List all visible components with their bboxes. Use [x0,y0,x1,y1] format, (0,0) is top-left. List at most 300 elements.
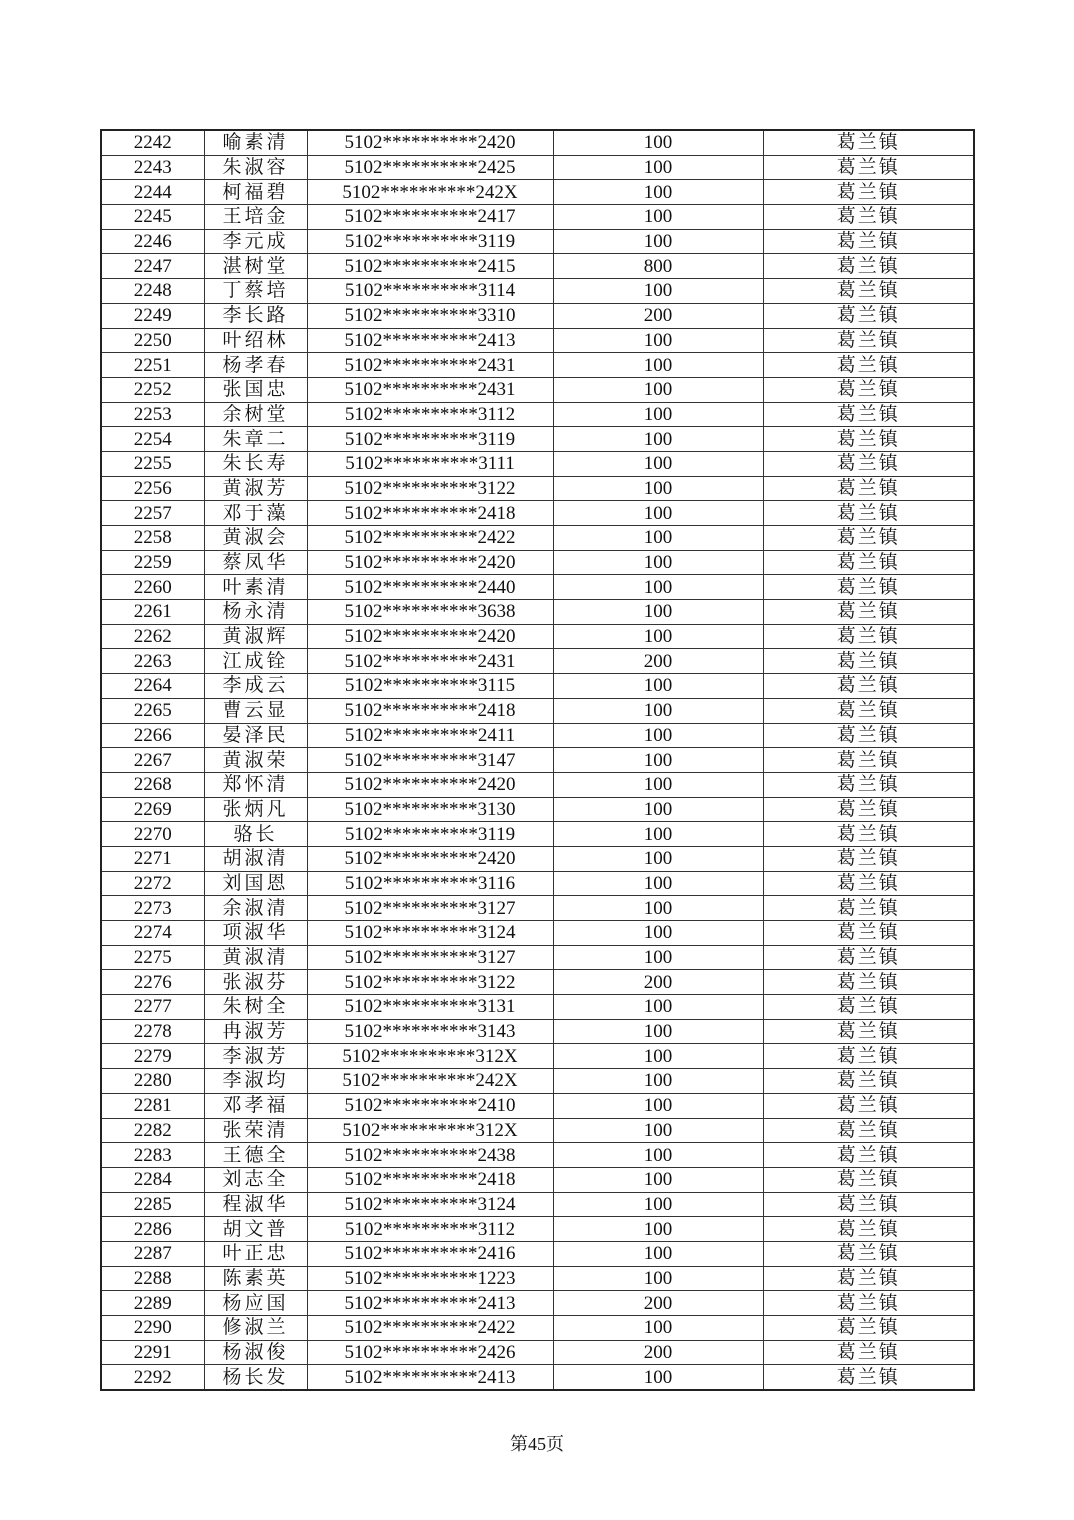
person-name-cell: 朱树全 [204,995,307,1020]
person-name-cell: 杨长发 [204,1365,307,1390]
person-name-cell: 邓孝福 [204,1093,307,1118]
amount-cell: 100 [553,945,763,970]
table-row [101,1266,974,1291]
town-cell: 葛兰镇 [763,229,974,254]
amount-cell: 200 [553,1291,763,1316]
id-number-cell: 5102**********3119 [307,822,553,847]
amount-cell: 100 [553,451,763,476]
amount-cell: 100 [553,723,763,748]
town-cell: 葛兰镇 [763,1217,974,1242]
person-name-cell: 黄淑会 [204,526,307,551]
id-number-cell: 5102**********3115 [307,674,553,699]
amount-cell: 100 [553,1266,763,1291]
row-number-cell: 2284 [101,1167,204,1192]
amount-cell: 100 [553,896,763,921]
id-number-cell: 5102**********3127 [307,945,553,970]
person-name-cell: 胡淑清 [204,846,307,871]
id-number-cell: 5102**********2413 [307,1365,553,1390]
table-row [101,328,974,353]
id-number-cell: 5102**********2411 [307,723,553,748]
id-number-cell: 5102**********2425 [307,155,553,180]
table-row [101,501,974,526]
id-number-cell: 5102**********3143 [307,1019,553,1044]
amount-cell: 100 [553,624,763,649]
row-number-cell: 2247 [101,254,204,279]
town-cell: 葛兰镇 [763,328,974,353]
town-cell: 葛兰镇 [763,1266,974,1291]
id-number-cell: 5102**********3124 [307,1192,553,1217]
person-name-cell: 张荣清 [204,1118,307,1143]
amount-cell: 100 [553,155,763,180]
table-row [101,1365,974,1390]
person-name-cell: 李淑均 [204,1069,307,1094]
town-cell: 葛兰镇 [763,279,974,304]
table-row [101,945,974,970]
amount-cell: 100 [553,748,763,773]
table-row [101,254,974,279]
row-number-cell: 2286 [101,1217,204,1242]
table-row [101,698,974,723]
town-cell: 葛兰镇 [763,155,974,180]
amount-cell: 100 [553,1192,763,1217]
row-number-cell: 2243 [101,155,204,180]
town-cell: 葛兰镇 [763,427,974,452]
table-row [101,600,974,625]
person-name-cell: 余淑清 [204,896,307,921]
table-row [101,995,974,1020]
amount-cell: 100 [553,674,763,699]
row-number-cell: 2285 [101,1192,204,1217]
id-number-cell: 5102**********3131 [307,995,553,1020]
row-number-cell: 2280 [101,1069,204,1094]
amount-cell: 100 [553,402,763,427]
town-cell: 葛兰镇 [763,476,974,501]
row-number-cell: 2291 [101,1340,204,1365]
person-name-cell: 黄淑芳 [204,476,307,501]
table-row [101,476,974,501]
amount-cell: 100 [553,575,763,600]
id-number-cell: 5102**********2431 [307,353,553,378]
town-cell: 葛兰镇 [763,254,974,279]
table-row [101,846,974,871]
town-cell: 葛兰镇 [763,205,974,230]
table-row [101,822,974,847]
table-row [101,1241,974,1266]
town-cell: 葛兰镇 [763,303,974,328]
table-row [101,1192,974,1217]
table-row [101,896,974,921]
town-cell: 葛兰镇 [763,130,974,155]
town-cell: 葛兰镇 [763,600,974,625]
person-name-cell: 湛树堂 [204,254,307,279]
id-number-cell: 5102**********2420 [307,624,553,649]
person-name-cell: 朱章二 [204,427,307,452]
town-cell: 葛兰镇 [763,723,974,748]
table-row [101,970,974,995]
row-number-cell: 2259 [101,550,204,575]
town-cell: 葛兰镇 [763,945,974,970]
amount-cell: 100 [553,1093,763,1118]
person-name-cell: 李长路 [204,303,307,328]
person-name-cell: 郑怀清 [204,772,307,797]
row-number-cell: 2288 [101,1266,204,1291]
amount-cell: 100 [553,501,763,526]
person-name-cell: 骆长 [204,822,307,847]
person-name-cell: 李成云 [204,674,307,699]
amount-cell: 100 [553,1118,763,1143]
table-row [101,1316,974,1341]
row-number-cell: 2273 [101,896,204,921]
id-number-cell: 5102**********2431 [307,377,553,402]
id-number-cell: 5102**********242X [307,1069,553,1094]
town-cell: 葛兰镇 [763,896,974,921]
person-name-cell: 朱长寿 [204,451,307,476]
amount-cell: 100 [553,476,763,501]
town-cell: 葛兰镇 [763,353,974,378]
person-name-cell: 杨永清 [204,600,307,625]
id-number-cell: 5102**********3119 [307,427,553,452]
id-number-cell: 5102**********2417 [307,205,553,230]
town-cell: 葛兰镇 [763,846,974,871]
row-number-cell: 2290 [101,1316,204,1341]
id-number-cell: 5102**********3310 [307,303,553,328]
town-cell: 葛兰镇 [763,1316,974,1341]
town-cell: 葛兰镇 [763,698,974,723]
row-number-cell: 2264 [101,674,204,699]
id-number-cell: 5102**********3122 [307,970,553,995]
id-number-cell: 5102**********2422 [307,526,553,551]
table-row [101,1044,974,1069]
table-row [101,130,974,155]
person-name-cell: 冉淑芳 [204,1019,307,1044]
person-name-cell: 杨淑俊 [204,1340,307,1365]
table-row [101,624,974,649]
row-number-cell: 2268 [101,772,204,797]
id-number-cell: 5102**********2420 [307,550,553,575]
town-cell: 葛兰镇 [763,748,974,773]
id-number-cell: 5102**********3122 [307,476,553,501]
town-cell: 葛兰镇 [763,377,974,402]
roster-table-body [101,130,974,1390]
id-number-cell: 5102**********2413 [307,1291,553,1316]
town-cell: 葛兰镇 [763,1069,974,1094]
page-number: 第45页 [510,1434,564,1454]
table-row [101,303,974,328]
town-cell: 葛兰镇 [763,822,974,847]
amount-cell: 200 [553,303,763,328]
roster-table [100,129,975,1391]
amount-cell: 100 [553,377,763,402]
person-name-cell: 张淑芬 [204,970,307,995]
town-cell: 葛兰镇 [763,1365,974,1390]
table-row [101,1118,974,1143]
row-number-cell: 2253 [101,402,204,427]
person-name-cell: 陈素英 [204,1266,307,1291]
amount-cell: 100 [553,1241,763,1266]
person-name-cell: 修淑兰 [204,1316,307,1341]
amount-cell: 100 [553,328,763,353]
amount-cell: 100 [553,797,763,822]
amount-cell: 100 [553,698,763,723]
id-number-cell: 5102**********2420 [307,846,553,871]
person-name-cell: 杨孝春 [204,353,307,378]
row-number-cell: 2260 [101,575,204,600]
amount-cell: 100 [553,353,763,378]
table-row [101,427,974,452]
table-row [101,1167,974,1192]
id-number-cell: 5102**********3119 [307,229,553,254]
amount-cell: 100 [553,1019,763,1044]
town-cell: 葛兰镇 [763,1044,974,1069]
town-cell: 葛兰镇 [763,575,974,600]
table-row [101,772,974,797]
town-cell: 葛兰镇 [763,1118,974,1143]
table-row [101,748,974,773]
person-name-cell: 刘国恩 [204,871,307,896]
table-row [101,526,974,551]
table-row [101,1340,974,1365]
row-number-cell: 2252 [101,377,204,402]
town-cell: 葛兰镇 [763,921,974,946]
person-name-cell: 江成铨 [204,649,307,674]
amount-cell: 100 [553,846,763,871]
town-cell: 葛兰镇 [763,995,974,1020]
person-name-cell: 朱淑容 [204,155,307,180]
amount-cell: 100 [553,526,763,551]
id-number-cell: 5102**********2420 [307,130,553,155]
amount-cell: 100 [553,600,763,625]
row-number-cell: 2248 [101,279,204,304]
table-row [101,871,974,896]
person-name-cell: 黄淑清 [204,945,307,970]
id-number-cell: 5102**********3147 [307,748,553,773]
amount-cell: 100 [553,279,763,304]
row-number-cell: 2289 [101,1291,204,1316]
town-cell: 葛兰镇 [763,1241,974,1266]
id-number-cell: 5102**********2422 [307,1316,553,1341]
id-number-cell: 5102**********2438 [307,1143,553,1168]
id-number-cell: 5102**********2418 [307,1167,553,1192]
row-number-cell: 2267 [101,748,204,773]
row-number-cell: 2277 [101,995,204,1020]
id-number-cell: 5102**********2420 [307,772,553,797]
person-name-cell: 余树堂 [204,402,307,427]
row-number-cell: 2276 [101,970,204,995]
amount-cell: 100 [553,772,763,797]
row-number-cell: 2266 [101,723,204,748]
row-number-cell: 2242 [101,130,204,155]
id-number-cell: 5102**********3112 [307,402,553,427]
id-number-cell: 5102**********2418 [307,501,553,526]
table-row [101,279,974,304]
amount-cell: 100 [553,229,763,254]
town-cell: 葛兰镇 [763,649,974,674]
row-number-cell: 2261 [101,600,204,625]
town-cell: 葛兰镇 [763,550,974,575]
id-number-cell: 5102**********3124 [307,921,553,946]
row-number-cell: 2279 [101,1044,204,1069]
id-number-cell: 5102**********3114 [307,279,553,304]
town-cell: 葛兰镇 [763,1019,974,1044]
table-row [101,649,974,674]
person-name-cell: 叶正忠 [204,1241,307,1266]
row-number-cell: 2263 [101,649,204,674]
town-cell: 葛兰镇 [763,501,974,526]
table-row [101,1143,974,1168]
row-number-cell: 2270 [101,822,204,847]
town-cell: 葛兰镇 [763,1093,974,1118]
amount-cell: 100 [553,1217,763,1242]
table-row [101,180,974,205]
id-number-cell: 5102**********312X [307,1118,553,1143]
amount-cell: 100 [553,921,763,946]
table-row [101,1291,974,1316]
amount-cell: 100 [553,180,763,205]
row-number-cell: 2254 [101,427,204,452]
table-row [101,921,974,946]
table-row [101,205,974,230]
amount-cell: 100 [553,1167,763,1192]
person-name-cell: 张国忠 [204,377,307,402]
table-row [101,1217,974,1242]
row-number-cell: 2256 [101,476,204,501]
row-number-cell: 2271 [101,846,204,871]
person-name-cell: 叶素清 [204,575,307,600]
person-name-cell: 邓于藻 [204,501,307,526]
row-number-cell: 2262 [101,624,204,649]
table-row [101,674,974,699]
row-number-cell: 2283 [101,1143,204,1168]
row-number-cell: 2281 [101,1093,204,1118]
town-cell: 葛兰镇 [763,180,974,205]
person-name-cell: 张炳凡 [204,797,307,822]
row-number-cell: 2249 [101,303,204,328]
table-row [101,402,974,427]
row-number-cell: 2255 [101,451,204,476]
id-number-cell: 5102**********312X [307,1044,553,1069]
id-number-cell: 5102**********2418 [307,698,553,723]
person-name-cell: 王培金 [204,205,307,230]
table-row [101,1093,974,1118]
row-number-cell: 2244 [101,180,204,205]
amount-cell: 200 [553,649,763,674]
person-name-cell: 王德全 [204,1143,307,1168]
amount-cell: 100 [553,871,763,896]
amount-cell: 100 [553,205,763,230]
town-cell: 葛兰镇 [763,674,974,699]
id-number-cell: 5102**********3112 [307,1217,553,1242]
town-cell: 葛兰镇 [763,624,974,649]
amount-cell: 200 [553,970,763,995]
person-name-cell: 程淑华 [204,1192,307,1217]
row-number-cell: 2287 [101,1241,204,1266]
id-number-cell: 5102**********3130 [307,797,553,822]
amount-cell: 200 [553,1340,763,1365]
table-row [101,1019,974,1044]
table-row [101,575,974,600]
amount-cell: 100 [553,995,763,1020]
row-number-cell: 2250 [101,328,204,353]
id-number-cell: 5102**********242X [307,180,553,205]
person-name-cell: 杨应国 [204,1291,307,1316]
amount-cell: 100 [553,427,763,452]
amount-cell: 100 [553,130,763,155]
person-name-cell: 丁蔡培 [204,279,307,304]
row-number-cell: 2282 [101,1118,204,1143]
row-number-cell: 2278 [101,1019,204,1044]
town-cell: 葛兰镇 [763,1291,974,1316]
row-number-cell: 2275 [101,945,204,970]
town-cell: 葛兰镇 [763,797,974,822]
id-number-cell: 5102**********2440 [307,575,553,600]
amount-cell: 100 [553,822,763,847]
amount-cell: 100 [553,1069,763,1094]
amount-cell: 100 [553,1365,763,1390]
person-name-cell: 晏泽民 [204,723,307,748]
id-number-cell: 5102**********2416 [307,1241,553,1266]
row-number-cell: 2272 [101,871,204,896]
table-row [101,229,974,254]
table-row [101,797,974,822]
person-name-cell: 喻素清 [204,130,307,155]
id-number-cell: 5102**********2415 [307,254,553,279]
town-cell: 葛兰镇 [763,1143,974,1168]
row-number-cell: 2246 [101,229,204,254]
row-number-cell: 2257 [101,501,204,526]
row-number-cell: 2251 [101,353,204,378]
town-cell: 葛兰镇 [763,1192,974,1217]
table-row [101,723,974,748]
person-name-cell: 刘志全 [204,1167,307,1192]
id-number-cell: 5102**********3638 [307,600,553,625]
row-number-cell: 2274 [101,921,204,946]
amount-cell: 100 [553,550,763,575]
row-number-cell: 2265 [101,698,204,723]
town-cell: 葛兰镇 [763,1167,974,1192]
town-cell: 葛兰镇 [763,451,974,476]
town-cell: 葛兰镇 [763,871,974,896]
person-name-cell: 蔡凤华 [204,550,307,575]
row-number-cell: 2269 [101,797,204,822]
id-number-cell: 5102**********1223 [307,1266,553,1291]
person-name-cell: 项淑华 [204,921,307,946]
town-cell: 葛兰镇 [763,526,974,551]
id-number-cell: 5102**********3111 [307,451,553,476]
town-cell: 葛兰镇 [763,970,974,995]
town-cell: 葛兰镇 [763,772,974,797]
table-row [101,451,974,476]
id-number-cell: 5102**********3116 [307,871,553,896]
id-number-cell: 5102**********2426 [307,1340,553,1365]
id-number-cell: 5102**********3127 [307,896,553,921]
amount-cell: 100 [553,1044,763,1069]
table-row [101,1069,974,1094]
table-row [101,155,974,180]
table-row [101,353,974,378]
table-row [101,377,974,402]
id-number-cell: 5102**********2410 [307,1093,553,1118]
town-cell: 葛兰镇 [763,402,974,427]
row-number-cell: 2292 [101,1365,204,1390]
id-number-cell: 5102**********2431 [307,649,553,674]
town-cell: 葛兰镇 [763,1340,974,1365]
amount-cell: 800 [553,254,763,279]
person-name-cell: 胡文普 [204,1217,307,1242]
amount-cell: 100 [553,1316,763,1341]
person-name-cell: 李淑芳 [204,1044,307,1069]
table-row [101,550,974,575]
person-name-cell: 黄淑辉 [204,624,307,649]
